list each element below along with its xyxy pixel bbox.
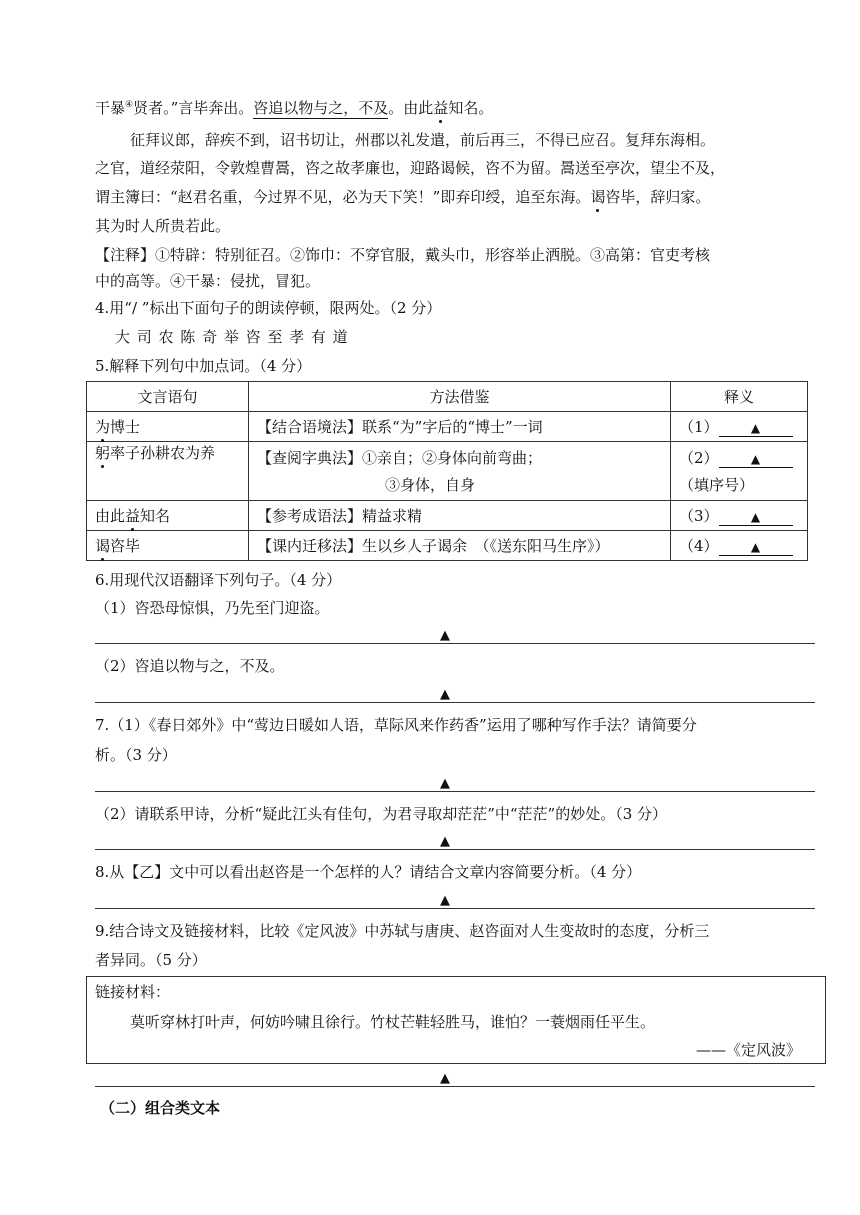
- underlined-sentence: 咨追以物与之，不及: [253, 99, 389, 117]
- answer-line[interactable]: [95, 702, 815, 703]
- dotted-char: 谒: [590, 188, 606, 206]
- passage-line-4: 谓主簿曰：“赵君名重，今过界不见，必为天下笑！”即弃印绶，追至东海。谒咨毕，辞归家。: [95, 188, 711, 206]
- header-method: 方法借鉴: [249, 382, 671, 412]
- q4-prompt: 4.用“/ ”标出下面句子的朗读停顿，限两处。（2 分）: [95, 299, 442, 317]
- answer-cell[interactable]: （3） ▲: [671, 501, 808, 531]
- passage-line-3: 之官，道经荥阳，令敦煌曹暠，咨之故孝廉也，迎路谒候，咨不为留。暠送至亭次，望尘不及，: [95, 159, 726, 177]
- q4-sentence[interactable]: 大 司 农 陈 奇 举 咨 至 孝 有 道: [115, 328, 349, 346]
- q7-prompt-1a: 7.（1）《春日郊外》中“莺边日暖如人语，草际风来作药香”运用了哪种写作手法？请简要分: [95, 716, 697, 734]
- link-material-title: 链接材料：: [95, 983, 171, 1001]
- answer-marker: ▲: [440, 893, 450, 908]
- q7-prompt-1b: 析。（3 分）: [95, 746, 177, 764]
- table-row: 为博士 【结合语境法】联系“为”字后的“博士”一词 （1） ▲: [87, 412, 808, 442]
- answer-cell[interactable]: （4） ▲: [671, 531, 808, 561]
- header-meaning: 释义: [671, 382, 808, 412]
- answer-line[interactable]: [95, 908, 815, 909]
- vocab-table: [86, 381, 808, 561]
- q6-item-2: （2）咨追以物与之，不及。: [95, 657, 285, 675]
- answer-marker: ▲: [440, 776, 450, 791]
- q9-prompt-b: 者异同。（5 分）: [95, 951, 207, 969]
- table-row: 谒咨毕 【课内迁移法】生以乡人子谒余 （《送东阳马生序》） （4） ▲: [87, 531, 808, 561]
- passage-line-1: 干暴④贤者。”言毕奔出。咨追以物与之，不及。由此益知名。: [95, 99, 494, 117]
- table-header-row: [87, 382, 808, 412]
- annotation-line-1: 【注释】①特辟：特别征召。②饰巾：不穿官服，戴头巾，形容举止洒脱。③高第：官吏考核: [95, 246, 711, 264]
- answer-marker: ▲: [440, 1071, 450, 1086]
- answer-line[interactable]: [95, 791, 815, 792]
- answer-line[interactable]: [95, 1086, 815, 1087]
- answer-line[interactable]: [95, 643, 815, 644]
- q6-item-1: （1）咨恐母惊惧，乃先至门迎盗。: [95, 599, 330, 617]
- q5-prompt: 5.解释下列句中加点词。（4 分）: [95, 357, 312, 375]
- passage-line-2: 征拜议郎，辞疾不到，诏书切让，州郡以礼发遣，前后再三，不得已应召。复拜东海相。: [130, 131, 716, 149]
- answer-marker: ▲: [440, 628, 450, 643]
- answer-line[interactable]: [95, 849, 815, 850]
- answer-marker: ▲: [440, 834, 450, 849]
- annotation-line-2: 中的高等。④干暴：侵扰，冒犯。: [95, 272, 321, 290]
- answer-marker: ▲: [440, 687, 450, 702]
- q6-prompt: 6.用现代汉语翻译下列句子。（4 分）: [95, 571, 342, 589]
- link-material-source: ——《定风波》: [696, 1041, 802, 1059]
- dotted-char: 益: [433, 99, 449, 117]
- table-row: 由此益知名 【参考成语法】精益求精 （3） ▲: [87, 501, 808, 531]
- header-sentence: 文言语句: [87, 382, 249, 412]
- passage-line-5: 其为时人所贵若此。: [95, 217, 231, 235]
- table-row: 躬率子孙耕农为养 【查阅字典法】①亲自；②身体向前弯曲； ③身体，自身 （2） ▲ （填序号）: [87, 442, 808, 501]
- answer-cell[interactable]: （1） ▲: [671, 412, 808, 442]
- q9-prompt-a: 9.结合诗文及链接材料，比较《定风波》中苏轼与唐庚、赵咨面对人生变故时的态度，分析三: [95, 922, 710, 940]
- answer-cell[interactable]: （2） ▲ （填序号）: [671, 442, 808, 501]
- q7-prompt-2: （2）请联系甲诗，分析“疑此江头有佳句，为君寻取却茫茫”中“茫茫”的妙处。（3 分）: [95, 805, 668, 823]
- q8-prompt: 8.从【乙】文中可以看出赵咨是一个怎样的人？请结合文章内容简要分析。（4 分）: [95, 863, 642, 881]
- section-heading: （二）组合类文本: [100, 1099, 221, 1117]
- link-material-text: 莫听穿林打叶声，何妨吟啸且徐行。竹杖芒鞋轻胜马，谁怕？一蓑烟雨任平生。: [130, 1013, 656, 1031]
